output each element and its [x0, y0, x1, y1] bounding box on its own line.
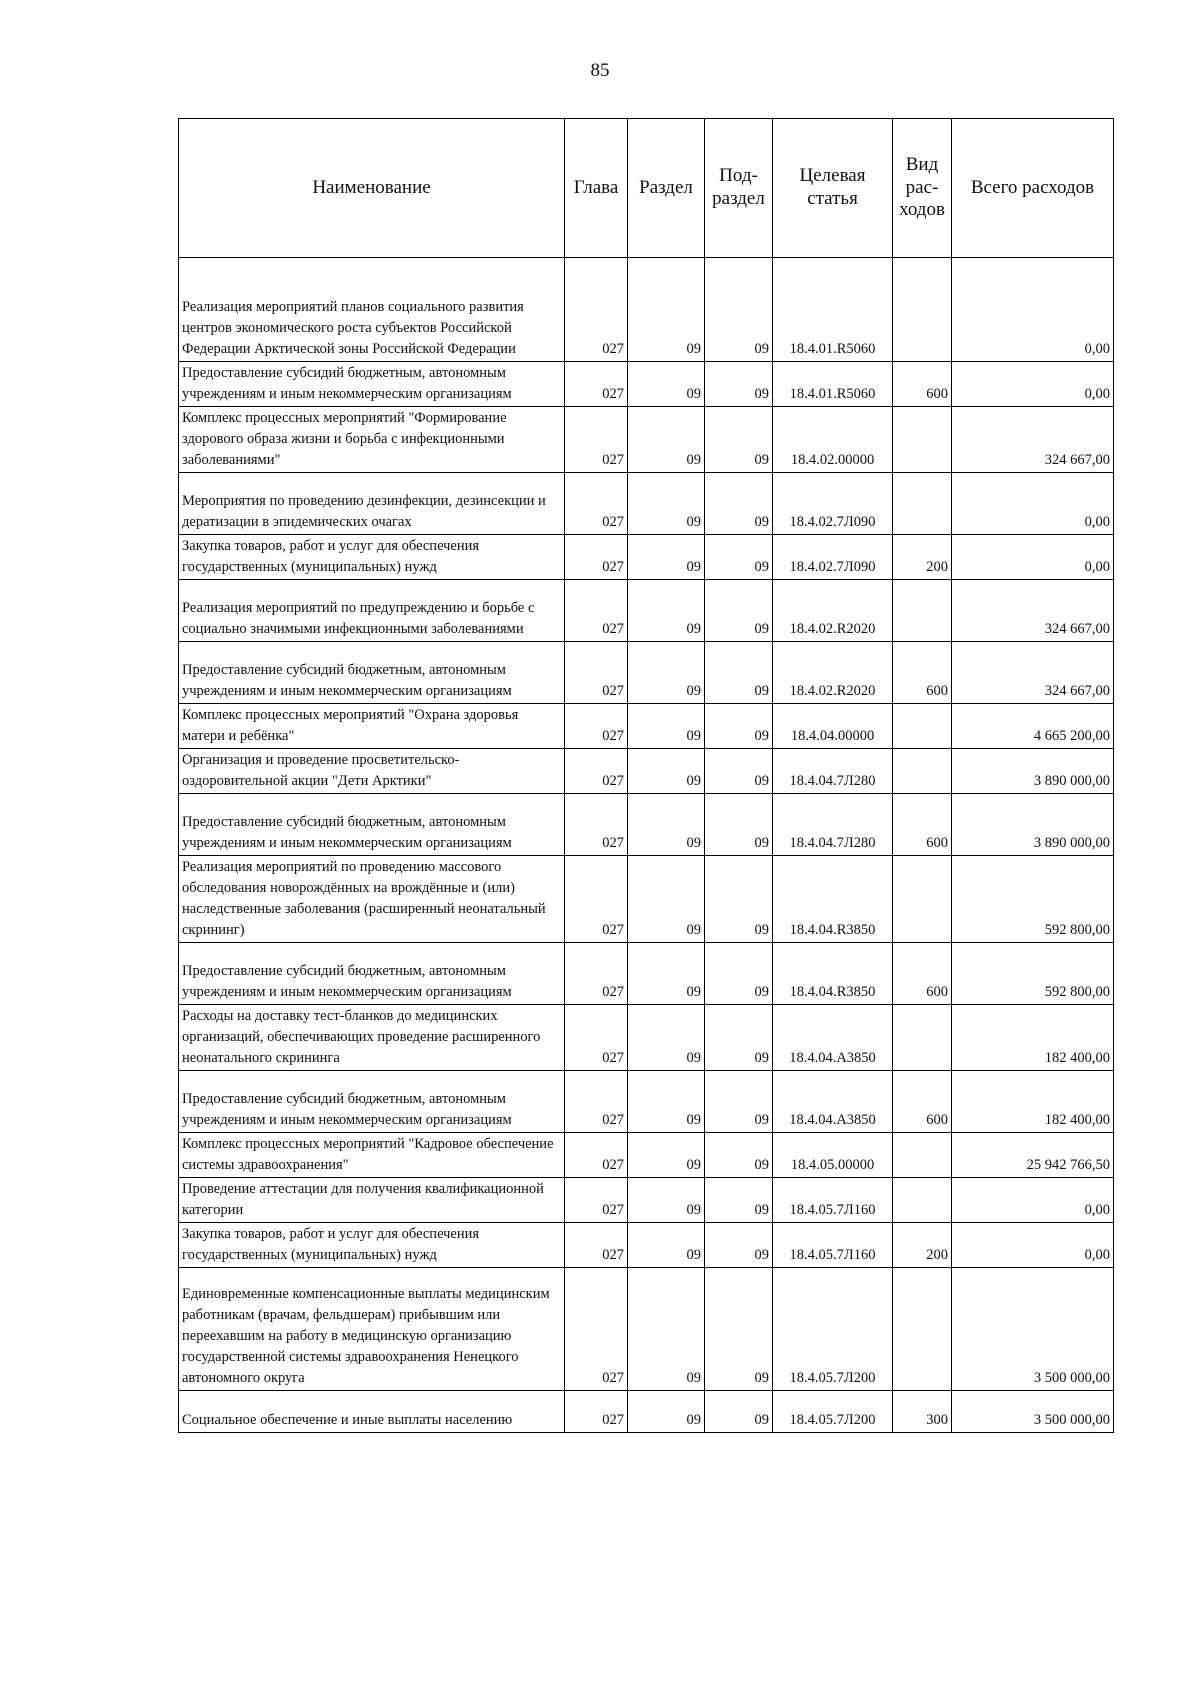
table-row	[179, 794, 1114, 856]
cell-razdel: 09	[628, 794, 705, 856]
header-statya-line-1: Целевая	[799, 165, 866, 187]
cell-razdel: 09	[628, 1268, 705, 1391]
cell-name: Расходы на доставку тест-бланков до медицинских организаций, обеспечивающих проведение расширенного неонатального скрининга	[179, 1005, 565, 1071]
cell-total: 182 400,00	[952, 1005, 1114, 1071]
cell-glava: 027	[565, 943, 628, 1005]
cell-vid	[893, 856, 952, 943]
table-row	[179, 535, 1114, 580]
cell-vid	[893, 580, 952, 642]
table-row	[179, 1268, 1114, 1391]
header-glava: Глава	[565, 119, 628, 258]
cell-podrazdel: 09	[705, 1005, 773, 1071]
cell-total: 3 500 000,00	[952, 1391, 1114, 1433]
cell-glava: 027	[565, 1133, 628, 1178]
cell-razdel: 09	[628, 856, 705, 943]
cell-glava: 027	[565, 794, 628, 856]
table-row	[179, 258, 1114, 362]
header-podrazdel-line-2: раздел	[712, 188, 765, 209]
cell-razdel: 09	[628, 749, 705, 794]
cell-glava: 027	[565, 258, 628, 362]
cell-total: 25 942 766,50	[952, 1133, 1114, 1178]
table-row	[179, 580, 1114, 642]
cell-name: Реализация мероприятий по проведению массового обследования новорождённых на врождённые и (или) наследственные заболевания (расширенный неонатальный скрининг)	[179, 856, 565, 943]
cell-total: 4 665 200,00	[952, 704, 1114, 749]
cell-glava: 027	[565, 704, 628, 749]
cell-vid: 600	[893, 362, 952, 407]
cell-vid	[893, 749, 952, 794]
cell-podrazdel: 09	[705, 1391, 773, 1433]
header-podrazdel-line-1: Под-	[719, 165, 758, 187]
cell-glava: 027	[565, 1071, 628, 1133]
cell-statya: 18.4.04.00000	[773, 704, 893, 749]
cell-statya: 18.4.05.00000	[773, 1133, 893, 1178]
cell-statya: 18.4.02.R2020	[773, 580, 893, 642]
cell-statya: 18.4.02.R2020	[773, 642, 893, 704]
cell-vid	[893, 1133, 952, 1178]
cell-name: Комплекс процессных мероприятий "Формирование здорового образа жизни и борьба с инфекционными заболеваниями"	[179, 407, 565, 473]
cell-razdel: 09	[628, 704, 705, 749]
cell-razdel: 09	[628, 258, 705, 362]
cell-name: Закупка товаров, работ и услуг для обеспечения государственных (муниципальных) нужд	[179, 535, 565, 580]
cell-podrazdel: 09	[705, 362, 773, 407]
cell-vid	[893, 407, 952, 473]
table-row	[179, 704, 1114, 749]
cell-glava: 027	[565, 642, 628, 704]
cell-vid: 600	[893, 1071, 952, 1133]
cell-podrazdel: 09	[705, 258, 773, 362]
cell-statya: 18.4.05.7Л200	[773, 1391, 893, 1433]
cell-total: 592 800,00	[952, 856, 1114, 943]
cell-name: Закупка товаров, работ и услуг для обеспечения государственных (муниципальных) нужд	[179, 1223, 565, 1268]
cell-total: 0,00	[952, 1178, 1114, 1223]
cell-podrazdel: 09	[705, 642, 773, 704]
cell-name: Предоставление субсидий бюджетным, автономным учреждениям и иным некоммерческим организациям	[179, 1071, 565, 1133]
table-row	[179, 407, 1114, 473]
table-row	[179, 473, 1114, 535]
header-vid	[893, 119, 952, 258]
cell-name: Предоставление субсидий бюджетным, автономным учреждениям и иным некоммерческим организациям	[179, 943, 565, 1005]
table-row	[179, 1133, 1114, 1178]
cell-razdel: 09	[628, 1178, 705, 1223]
cell-podrazdel: 09	[705, 794, 773, 856]
cell-podrazdel: 09	[705, 1071, 773, 1133]
cell-name: Комплекс процессных мероприятий "Кадровое обеспечение системы здравоохранения"	[179, 1133, 565, 1178]
cell-podrazdel: 09	[705, 407, 773, 473]
cell-razdel: 09	[628, 1391, 705, 1433]
cell-podrazdel: 09	[705, 749, 773, 794]
cell-podrazdel: 09	[705, 943, 773, 1005]
table-row	[179, 943, 1114, 1005]
cell-statya: 18.4.02.7Л090	[773, 535, 893, 580]
cell-name: Проведение аттестации для получения квалификационной категории	[179, 1178, 565, 1223]
cell-total: 0,00	[952, 473, 1114, 535]
cell-glava: 027	[565, 1391, 628, 1433]
cell-vid: 200	[893, 1223, 952, 1268]
cell-razdel: 09	[628, 535, 705, 580]
cell-razdel: 09	[628, 642, 705, 704]
cell-glava: 027	[565, 473, 628, 535]
cell-vid: 300	[893, 1391, 952, 1433]
cell-name: Социальное обеспечение и иные выплаты населению	[179, 1391, 565, 1433]
cell-glava: 027	[565, 1223, 628, 1268]
cell-glava: 027	[565, 856, 628, 943]
cell-podrazdel: 09	[705, 473, 773, 535]
table-row	[179, 642, 1114, 704]
cell-name: Единовременные компенсационные выплаты медицинским работникам (врачам, фельдшерам) прибывшим или переехавшим на работу в медицинскую организацию государственной системы здравоохранения Ненецкого автономного округа	[179, 1268, 565, 1391]
cell-statya: 18.4.02.7Л090	[773, 473, 893, 535]
cell-glava: 027	[565, 1178, 628, 1223]
cell-vid: 600	[893, 642, 952, 704]
header-podrazdel	[705, 119, 773, 258]
cell-razdel: 09	[628, 1133, 705, 1178]
cell-total: 3 890 000,00	[952, 749, 1114, 794]
table-row	[179, 749, 1114, 794]
cell-total: 324 667,00	[952, 642, 1114, 704]
page-number: 85	[590, 60, 610, 81]
cell-name: Мероприятия по проведению дезинфекции, дезинсекции и дератизации в эпидемических очагах	[179, 473, 565, 535]
table-row	[179, 1005, 1114, 1071]
table-row	[179, 1223, 1114, 1268]
cell-total: 0,00	[952, 362, 1114, 407]
cell-podrazdel: 09	[705, 580, 773, 642]
cell-statya: 18.4.02.00000	[773, 407, 893, 473]
cell-name: Реализация мероприятий по предупреждению и борьбе с социально значимыми инфекционными заболеваниями	[179, 580, 565, 642]
cell-statya: 18.4.05.7Л160	[773, 1178, 893, 1223]
header-total: Всего расходов	[952, 119, 1114, 258]
budget-table	[178, 118, 1114, 1433]
cell-podrazdel: 09	[705, 856, 773, 943]
cell-vid: 600	[893, 794, 952, 856]
cell-razdel: 09	[628, 1005, 705, 1071]
cell-razdel: 09	[628, 473, 705, 535]
cell-vid	[893, 1268, 952, 1391]
cell-total: 592 800,00	[952, 943, 1114, 1005]
cell-glava: 027	[565, 580, 628, 642]
cell-statya: 18.4.04.А3850	[773, 1071, 893, 1133]
header-statya	[773, 119, 893, 258]
cell-glava: 027	[565, 1005, 628, 1071]
cell-podrazdel: 09	[705, 1178, 773, 1223]
cell-statya: 18.4.01.R5060	[773, 362, 893, 407]
cell-podrazdel: 09	[705, 1133, 773, 1178]
cell-vid	[893, 704, 952, 749]
cell-name: Реализация мероприятий планов социального развития центров экономического роста субъектов Российской Федерации Арктической зоны Российской Федерации	[179, 258, 565, 362]
cell-podrazdel: 09	[705, 704, 773, 749]
cell-name: Комплекс процессных мероприятий "Охрана здоровья матери и ребёнка"	[179, 704, 565, 749]
cell-total: 0,00	[952, 258, 1114, 362]
header-razdel: Раздел	[628, 119, 705, 258]
cell-statya: 18.4.04.R3850	[773, 856, 893, 943]
cell-statya: 18.4.04.А3850	[773, 1005, 893, 1071]
cell-vid: 600	[893, 943, 952, 1005]
cell-glava: 027	[565, 362, 628, 407]
header-statya-line-2: статья	[807, 188, 858, 209]
table-body	[179, 258, 1114, 1433]
cell-name: Предоставление субсидий бюджетным, автономным учреждениям и иным некоммерческим организациям	[179, 362, 565, 407]
cell-total: 0,00	[952, 535, 1114, 580]
cell-vid	[893, 1005, 952, 1071]
cell-name: Предоставление субсидий бюджетным, автономным учреждениям и иным некоммерческим организациям	[179, 642, 565, 704]
cell-vid	[893, 258, 952, 362]
cell-statya: 18.4.04.7Л280	[773, 794, 893, 856]
cell-podrazdel: 09	[705, 535, 773, 580]
cell-total: 324 667,00	[952, 580, 1114, 642]
table-row	[179, 362, 1114, 407]
cell-glava: 027	[565, 535, 628, 580]
header-vid-line-3: ходов	[899, 199, 945, 221]
cell-razdel: 09	[628, 407, 705, 473]
cell-name: Предоставление субсидий бюджетным, автономным учреждениям и иным некоммерческим организациям	[179, 794, 565, 856]
table-row	[179, 1178, 1114, 1223]
cell-total: 324 667,00	[952, 407, 1114, 473]
cell-glava: 027	[565, 749, 628, 794]
cell-glava: 027	[565, 407, 628, 473]
table-header-row	[179, 119, 1114, 258]
cell-razdel: 09	[628, 580, 705, 642]
cell-statya: 18.4.04.R3850	[773, 943, 893, 1005]
cell-name: Организация и проведение просветительско-оздоровительной акции "Дети Арктики"	[179, 749, 565, 794]
table-row	[179, 1071, 1114, 1133]
cell-razdel: 09	[628, 362, 705, 407]
cell-total: 3 500 000,00	[952, 1268, 1114, 1391]
cell-vid	[893, 473, 952, 535]
cell-total: 3 890 000,00	[952, 794, 1114, 856]
cell-total: 182 400,00	[952, 1071, 1114, 1133]
cell-podrazdel: 09	[705, 1223, 773, 1268]
header-name: Наименование	[179, 119, 565, 258]
cell-statya: 18.4.01.R5060	[773, 258, 893, 362]
cell-razdel: 09	[628, 1223, 705, 1268]
table-row	[179, 856, 1114, 943]
cell-podrazdel: 09	[705, 1268, 773, 1391]
cell-razdel: 09	[628, 943, 705, 1005]
cell-vid: 200	[893, 535, 952, 580]
cell-total: 0,00	[952, 1223, 1114, 1268]
table-row	[179, 1391, 1114, 1433]
cell-glava: 027	[565, 1268, 628, 1391]
cell-vid	[893, 1178, 952, 1223]
header-vid-line-1: Вид	[905, 153, 939, 175]
cell-statya: 18.4.04.7Л280	[773, 749, 893, 794]
cell-razdel: 09	[628, 1071, 705, 1133]
cell-statya: 18.4.05.7Л200	[773, 1268, 893, 1391]
cell-statya: 18.4.05.7Л160	[773, 1223, 893, 1268]
header-vid-line-2: рас-	[905, 176, 939, 198]
